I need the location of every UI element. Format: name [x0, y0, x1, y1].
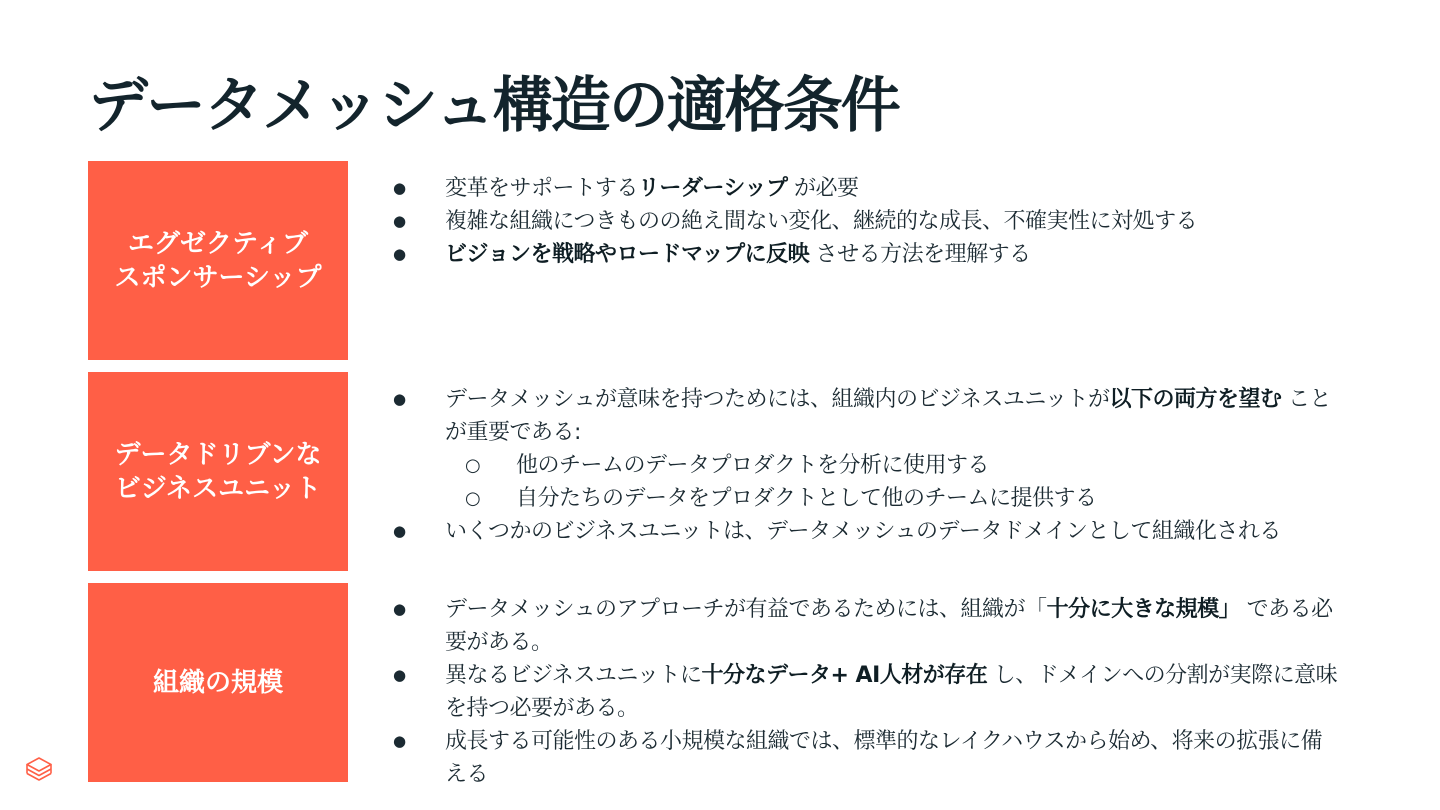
sub-bullet-item: ○ 他のチームのデータプロダクトを分析に使用する — [445, 449, 1340, 482]
slide-title: データメッシュ構造の適格条件 — [88, 71, 899, 141]
sub-bullet-item: ○ 自分たちのデータをプロダクトとして他のチームに提供する — [445, 482, 1340, 515]
section-bullets-organization-size — [390, 593, 1340, 791]
bullet-item: ● 複雑な組織につきものの絶え間ない変化、継続的な成長、不確実性に対処する — [390, 205, 1340, 238]
section-bullets-executive-sponsorship — [390, 172, 1340, 271]
section-label-executive-sponsorship — [88, 161, 348, 360]
section-label-text: エグゼクティブ スポンサーシップ — [114, 228, 322, 293]
bullet-item: ● 変革をサポートするリーダーシップ が必要 — [390, 172, 1340, 205]
bullet-item: ● ビジョンを戦略やロードマップに反映 させる方法を理解する — [390, 238, 1340, 271]
bullet-item: ● いくつかのビジネスユニットは、データメッシュのデータドメインとして組織化される — [390, 515, 1340, 548]
bullet-item: ● 成長する可能性のある小規模な組織では、標準的なレイクハウスから始め、将来の拡張に備える — [390, 725, 1340, 791]
section-label-text: 組織の規模 — [152, 667, 283, 698]
bullet-item: ● データメッシュのアプローチが有益であるためには、組織が「十分に大きな規模」 である必要がある。 — [390, 593, 1340, 659]
databricks-logo-icon — [24, 755, 54, 785]
section-label-text: データドリブンな ビジネスユニット — [114, 439, 322, 504]
bullet-item: ● 異なるビジネスユニットに十分なデータ+ AI人材が存在 し、ドメインへの分割が実際に意味を持つ必要がある。 — [390, 659, 1340, 725]
section-label-organization-size — [88, 583, 348, 782]
section-label-data-driven-business-units — [88, 372, 348, 571]
section-bullets-data-driven-business-units — [390, 383, 1340, 548]
bullet-item: ● データメッシュが意味を持つためには、組織内のビジネスユニットが以下の両方を望む ことが重要である: ○ 他のチームのデータプロダクトを分析に使用する ○ 自分たちのデータをプロダクトとして他のチームに提供する — [390, 383, 1340, 515]
